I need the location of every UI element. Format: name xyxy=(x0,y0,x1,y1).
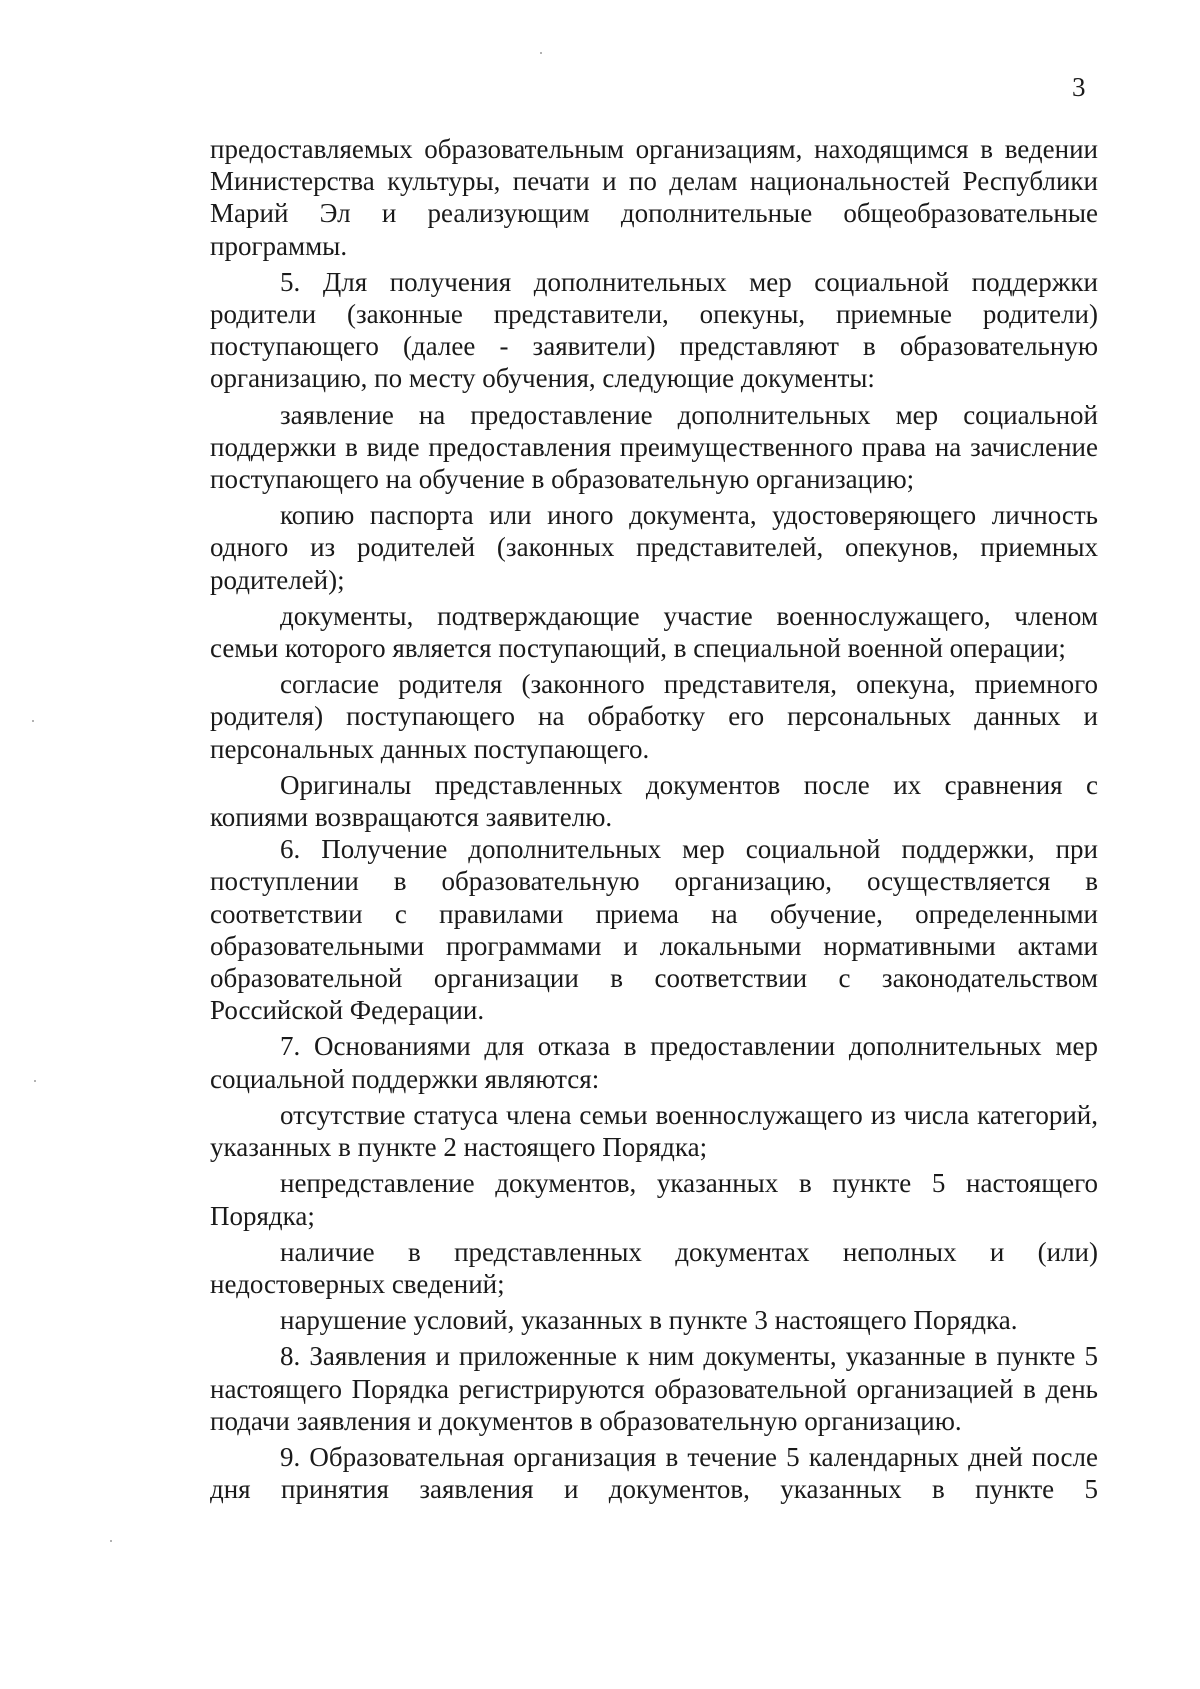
paragraph-item-6: 6. Получение дополнительных мер социальной поддержки, при поступлении в образовательную организацию, осуществляется в соответствии с правилами приема на обучение, определенными образовательными программами и локальными нормативными актами образовательной организации в соответствии с законодательством Российской Федерации. xyxy=(210,834,1098,1026)
paragraph-item-5: 5. Для получения дополнительных мер социальной поддержки родители (законные представители, опекуны, приемные родители) поступающего (далее - заявители) представляют в образовательную организацию, по месту обучения, следующие документы: xyxy=(210,266,1098,394)
scan-speck xyxy=(110,1540,112,1542)
list-item-no-status: отсутствие статуса члена семьи военнослужащего из числа категорий, указанных в пункте 2 настоящего Порядка; xyxy=(210,1099,1098,1163)
paragraph-originals: Оригиналы представленных документов после их сравнения с копиями возвращаются заявителю. xyxy=(210,769,1098,833)
paragraph-continuation: предоставляемых образовательным организациям, находящимся в ведении Министерства культуры, печати и по делам национальностей Республики Марий Эл и реализующим дополнительные общеобразовательные программы. xyxy=(210,134,1098,261)
scan-speck xyxy=(540,52,542,54)
paragraph-item-7: 7. Основаниями для отказа в предоставлении дополнительных мер социальной поддержки являются: xyxy=(210,1031,1098,1094)
list-item-no-documents: непредставление документов, указанных в пункте 5 настоящего Порядка; xyxy=(210,1168,1098,1231)
list-item-service-documents: документы, подтверждающие участие военнослужащего, членом семьи которого является поступающий, в специальной военной операции; xyxy=(210,600,1098,664)
list-item-incomplete-info: наличие в представленных документах неполных и (или) недостоверных сведений; xyxy=(210,1236,1098,1299)
scan-speck xyxy=(32,720,34,722)
paragraph-item-8: 8. Заявления и приложенные к ним документы, указанные в пункте 5 настоящего Порядка регистрируются образовательной организацией в день подачи заявления и документов в образовательную организацию. xyxy=(210,1341,1098,1436)
list-item-violation: нарушение условий, указанных в пункте 3 настоящего Порядка. xyxy=(280,1305,1018,1336)
list-item-application: заявление на предоставление дополнительных мер социальной поддержки в виде предоставления преимущественного права на зачисление поступающего на обучение в образовательную организацию; xyxy=(210,399,1098,495)
page-number: 3 xyxy=(1072,72,1086,102)
scan-speck xyxy=(34,1080,36,1082)
document-body xyxy=(210,133,1098,1505)
list-item-passport-copy: копию паспорта или иного документа, удостоверяющего личность одного из родителей (законных представителей, опекунов, приемных родителей); xyxy=(210,500,1098,595)
list-item-consent: согласие родителя (законного представителя, опекуна, приемного родителя) поступающего на обработку его персональных данных и персональных данных поступающего. xyxy=(210,669,1098,764)
paragraph-item-9: 9. Образовательная организация в течение 5 календарных дней после дня принятия заявления и документов, указанных в пункте 5 xyxy=(210,1441,1098,1505)
